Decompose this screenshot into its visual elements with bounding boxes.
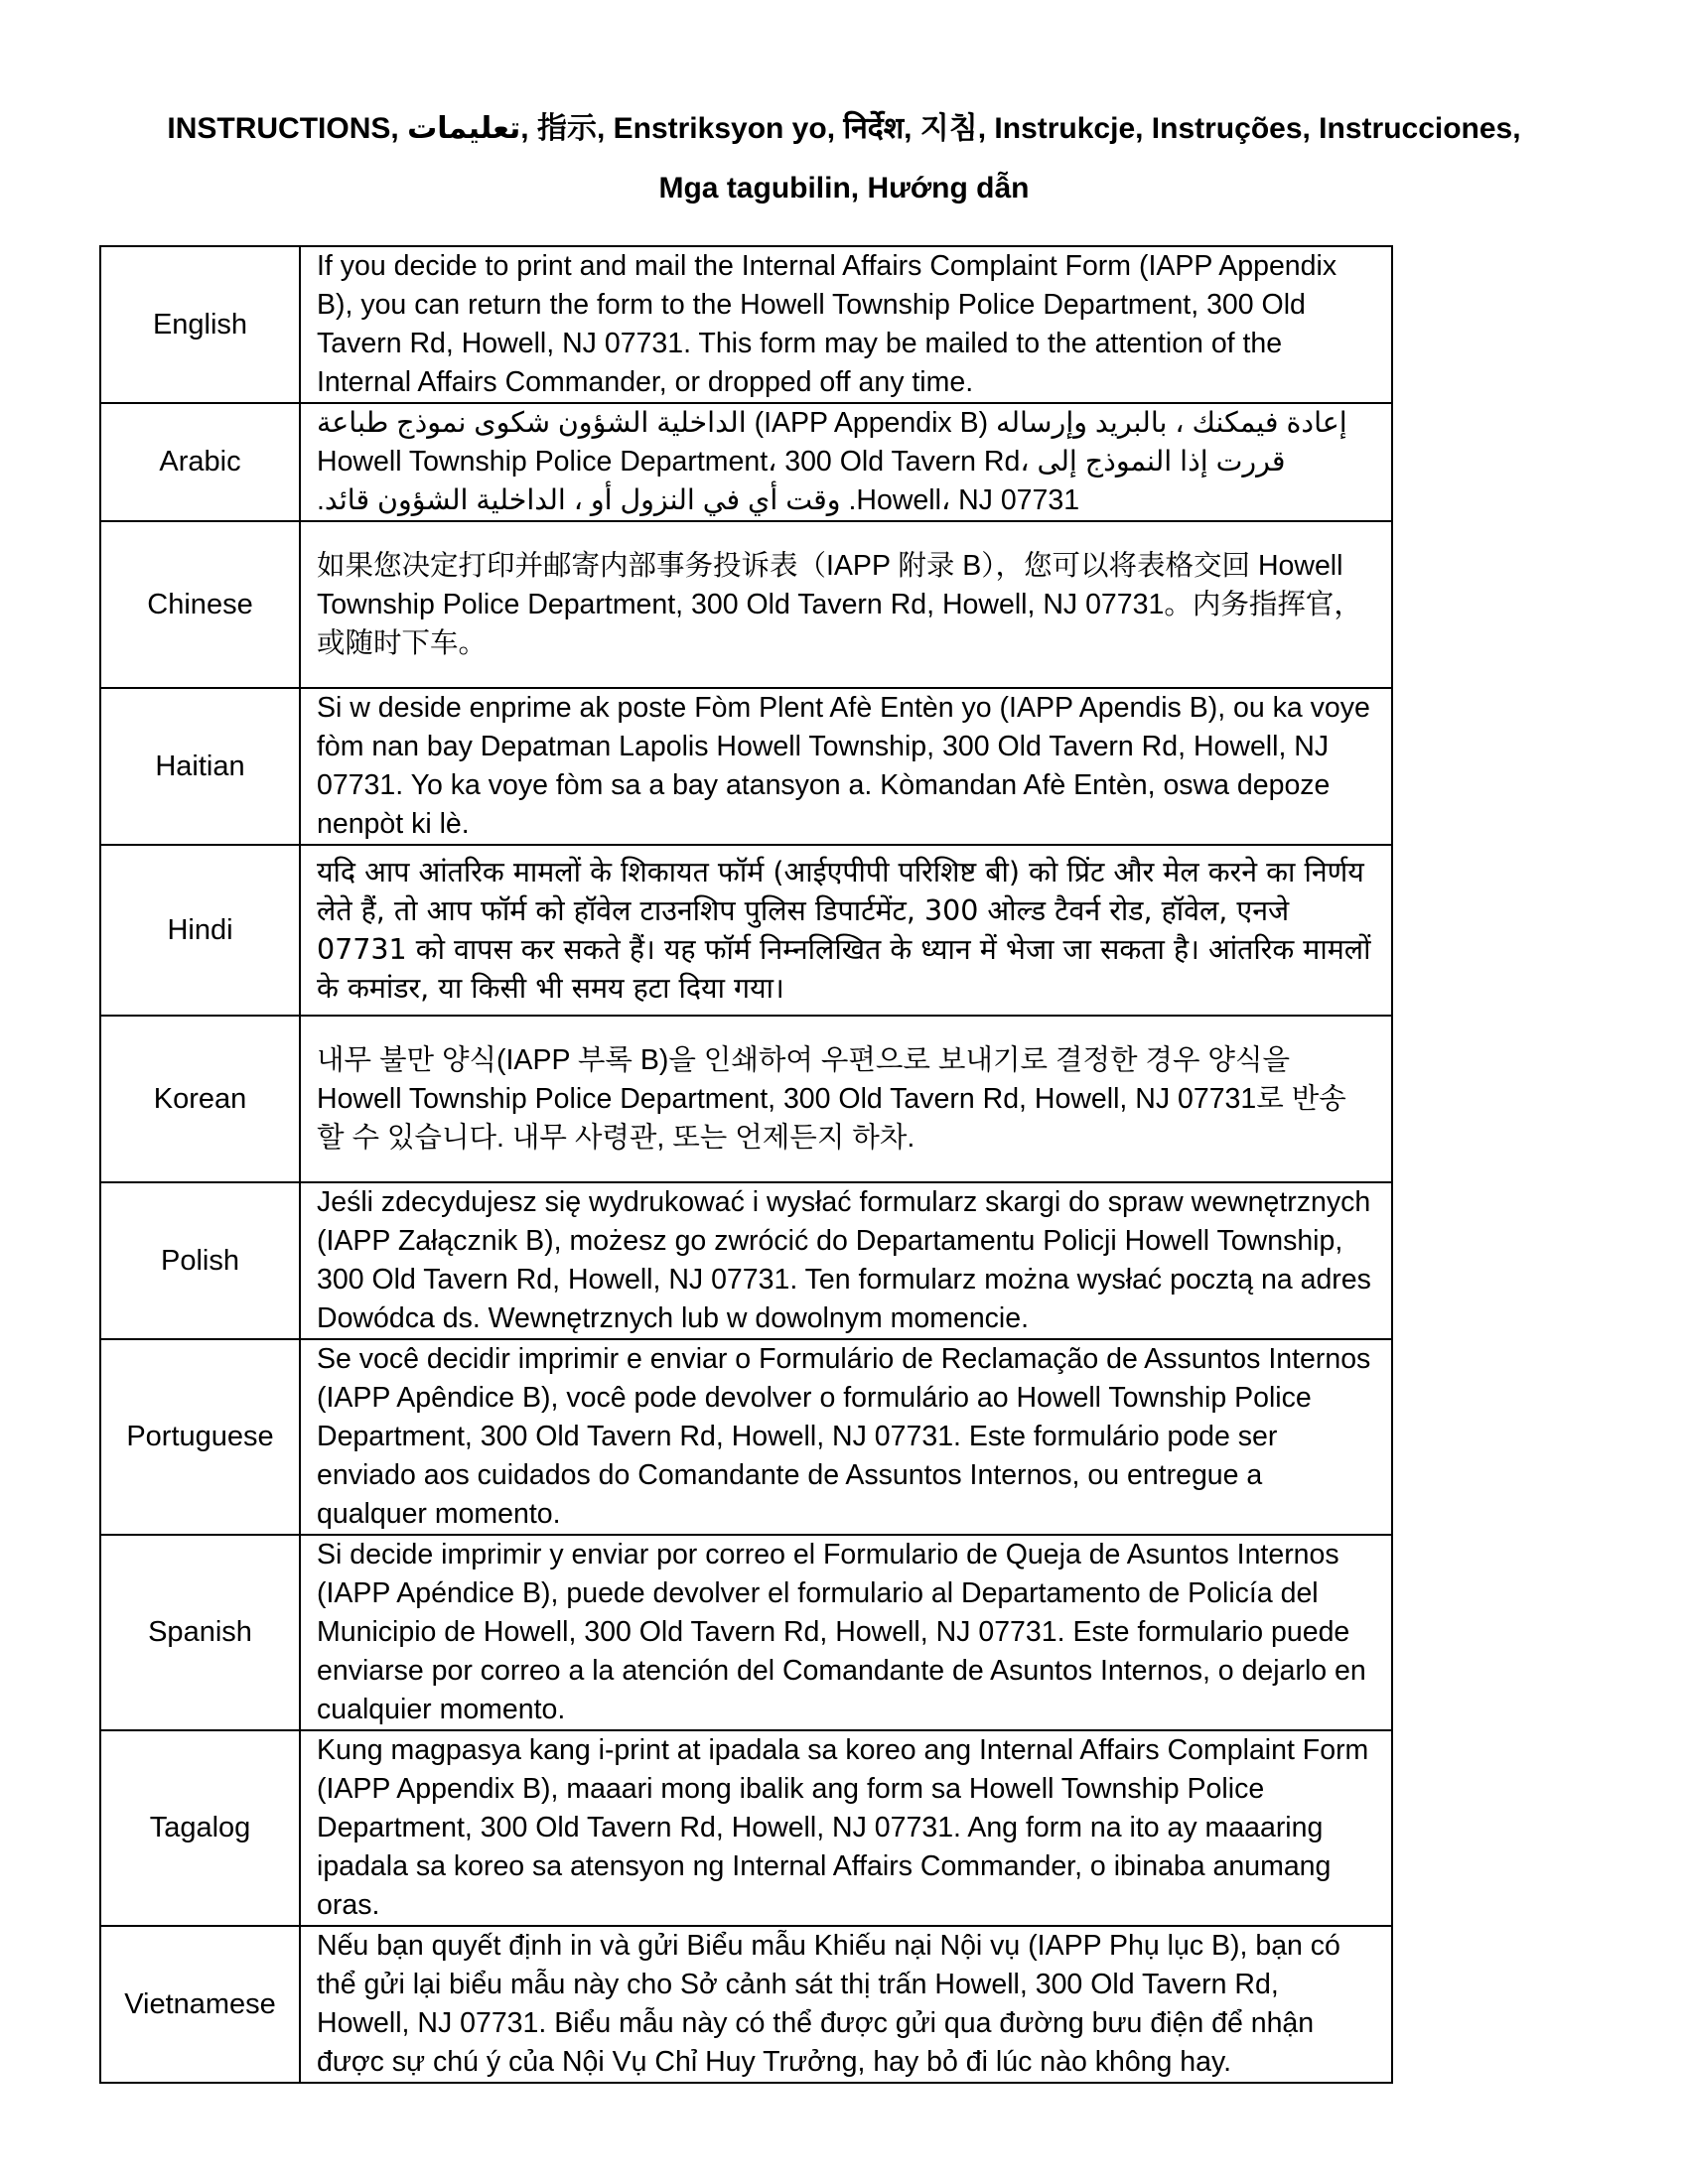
instruction-text: If you decide to print and mail the Internal Affairs Complaint Form (IAPP Appendix B), you can return the form to the Howell Township Police Department, 300 Old Tavern Rd, Howell, NJ 07731. This form may be mailed to the attention of the Internal Affairs Commander, or dropped off any time. [300,246,1392,403]
language-label: Tagalog [100,1730,300,1926]
language-label: English [100,246,300,403]
instruction-text: Kung magpasya kang i-print at ipadala sa koreo ang Internal Affairs Complaint Form (IAPP Appendix B), maaari mong ibalik ang form sa Howell Township Police Department, 300 Old Tavern Rd, Howell, NJ 07731. Ang form na ito ay maaaring ipadala sa koreo sa atensyon ng Internal Affairs Commander, o ibinaba anumang oras. [300,1730,1392,1926]
table-row-chinese [100,521,1392,688]
table-row-korean [100,1016,1392,1182]
instruction-text: إعادة فيمكنك ، بالبريد وإرساله (IAPP Appendix B) الداخلية الشؤون شكوى نموذج طباعة قررت إذا النموذج إلى Howell Township Police Department، 300 Old Tavern Rd، Howell، NJ 07731. وقت أي في النزول أو ، الداخلية الشؤون قائد. [300,403,1392,521]
language-label: Haitian [100,688,300,845]
instruction-text: 如果您决定打印并邮寄内部事务投诉表（IAPP 附录 B），您可以将表格交回 Howell Township Police Department, 300 Old Tavern Rd, Howell, NJ 07731。内务指挥官，或随时下车。 [300,521,1392,688]
page-title-line-2: Mga tagubilin, Hướng dẫn [658,172,1030,205]
instructions-table [99,245,1393,2084]
instruction-text: Se você decidir imprimir e enviar o Formulário de Reclamação de Assuntos Internos (IAPP Apêndice B), você pode devolver o formulário ao Howell Township Police Department, 300 Old Tavern Rd, Howell, NJ 07731. Este formulário pode ser enviado aos cuidados do Comandante de Assuntos Internos, ou entregue a qualquer momento. [300,1339,1392,1535]
table-row-english [100,246,1392,403]
instruction-text: Si w deside enprime ak poste Fòm Plent Afè Entèn yo (IAPP Apendis B), ou ka voye fòm nan bay Depatman Lapolis Howell Township, 300 Old Tavern Rd, Howell, NJ 07731. Yo ka voye fòm sa a bay atansyon a. Kòmandan Afè Entèn, oswa depoze nenpòt ki lè. [300,688,1392,845]
instruction-text: Nếu bạn quyết định in và gửi Biểu mẫu Khiếu nại Nội vụ (IAPP Phụ lục B), bạn có thể gửi lại biểu mẫu này cho Sở cảnh sát thị trấn Howell, 300 Old Tavern Rd, Howell, NJ 07731. Biểu mẫu này có thể được gửi qua đường bưu điện để nhận được sự chú ý của Nội Vụ Chỉ Huy Trưởng, hay bỏ đi lúc nào không hay. [300,1926,1392,2083]
table-row-vietnamese [100,1926,1392,2083]
language-label: Polish [100,1182,300,1339]
table-row-hindi [100,845,1392,1016]
language-label: Spanish [100,1535,300,1730]
table-row-portuguese [100,1339,1392,1535]
instruction-text: यदि आप आंतरिक मामलों के शिकायत फॉर्म (आईएपीपी परिशिष्ट बी) को प्रिंट और मेल करने का निर्णय लेते हैं, तो आप फॉर्म को हॉवेल टाउनशिप पुलिस डिपार्टमेंट, 300 ओल्ड टैवर्न रोड, हॉवेल, एनजे 07731 को वापस कर सकते हैं। यह फॉर्म निम्नलिखित के ध्यान में भेजा जा सकता है। आंतरिक मामलों के कमांडर, या किसी भी समय हटा दिया गया। [300,845,1392,1016]
table-row-haitian [100,688,1392,845]
table-row-spanish [100,1535,1392,1730]
page-title-line-1: INSTRUCTIONS, تعليمات, 指示, Enstriksyon yo, निर्देश, 지침, Instrukcje, Instruções, Instrucciones, [167,112,1521,145]
language-label: Portuguese [100,1339,300,1535]
language-label: Vietnamese [100,1926,300,2083]
language-label: Hindi [100,845,300,1016]
instruction-text: Jeśli zdecydujesz się wydrukować i wysłać formularz skargi do spraw wewnętrznych (IAPP Załącznik B), możesz go zwrócić do Departamentu Policji Howell Township, 300 Old Tavern Rd, Howell, NJ 07731. Ten formularz można wysłać pocztą na adres Dowódca ds. Wewnętrznych lub w dowolnym momencie. [300,1182,1392,1339]
instruction-text: Si decide imprimir y enviar por correo el Formulario de Queja de Asuntos Internos (IAPP Apéndice B), puede devolver el formulario al Departamento de Policía del Municipio de Howell, 300 Old Tavern Rd, Howell, NJ 07731. Este formulario puede enviarse por correo a la atención del Comandante de Asuntos Internos, o dejarlo en cualquier momento. [300,1535,1392,1730]
table-row-polish [100,1182,1392,1339]
language-label: Chinese [100,521,300,688]
language-label: Korean [100,1016,300,1182]
table-row-tagalog [100,1730,1392,1926]
table-row-arabic [100,403,1392,521]
instruction-text: 내무 불만 양식(IAPP 부록 B)을 인쇄하여 우편으로 보내기로 결정한 경우 양식을 Howell Township Police Department, 300 Old Tavern Rd, Howell, NJ 07731로 반송할 수 있습니다. 내무 사령관, 또는 언제든지 하차. [300,1016,1392,1182]
language-label: Arabic [100,403,300,521]
